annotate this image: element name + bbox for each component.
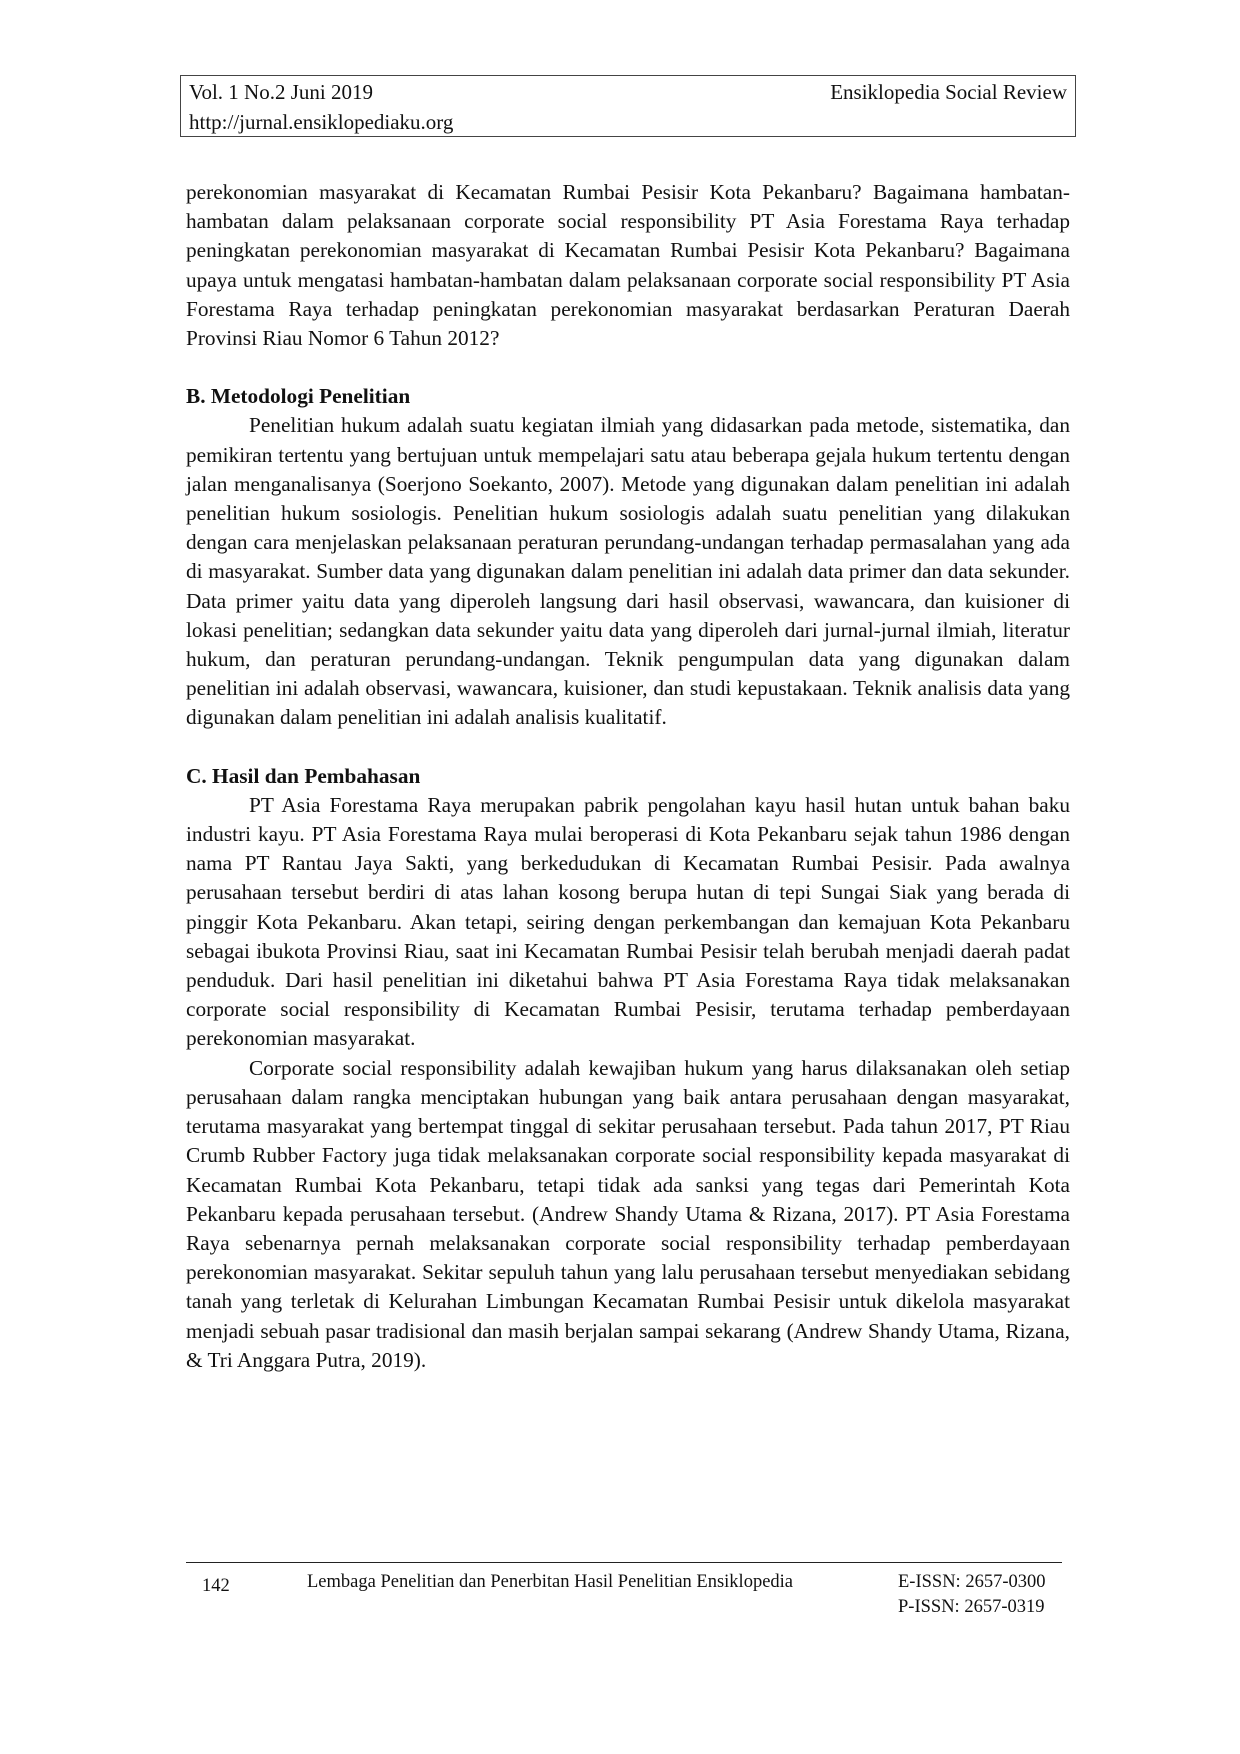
- running-header: [180, 75, 1076, 137]
- publisher-name: Lembaga Penelitian dan Penerbitan Hasil Penelitian Ensiklopedia: [307, 1572, 794, 1592]
- issn-block: [898, 1570, 1046, 1620]
- intro-paragraph: perekonomian masyarakat di Kecamatan Rumbai Pesisir Kota Pekanbaru? Bagaimana hambatan-hambatan dalam pelaksanaan corporate social responsibility PT Asia Forestama Raya terhadap peningkatan perekonomian masyarakat di Kecamatan Rumbai Pesisir Kota Pekanbaru? Bagaimana upaya untuk mengatasi hambatan-hambatan dalam pelaksanaan corporate social responsibility PT Asia Forestama Raya terhadap peningkatan perekonomian masyarakat berdasarkan Peraturan Daerah Provinsi Riau Nomor 6 Tahun 2012?: [186, 180, 1070, 351]
- body-paragraph: Penelitian hukum adalah suatu kegiatan ilmiah yang didasarkan pada metode, sistematika, dan pemikiran tertentu yang bertujuan untuk mempelajari satu atau beberapa gejala hukum tertentu dengan jalan menganalisanya (Soerjono Soekanto, 2007). Metode yang digunakan dalam penelitian ini adalah penelitian hukum sosiologis. Penelitian hukum sosiologis adalah suatu penelitian yang dilakukan dengan cara menjelaskan pelaksanaan peraturan perundang-undangan terhadap permasalahan yang ada di masyarakat. Sumber data yang digunakan dalam penelitian ini adalah data primer dan data sekunder. Data primer yaitu data yang diperoleh langsung dari hasil observasi, wawancara, dan kuisioner di lokasi penelitian; sedangkan data sekunder yaitu data yang diperoleh dari jurnal-jurnal ilmiah, literatur hukum, dan peraturan perundang-undangan. Teknik pengumpulan data yang digunakan dalam penelitian ini adalah observasi, wawancara, kuisioner, dan studi kepustakaan. Teknik analisis data yang digunakan dalam penelitian ini adalah analisis kualitatif.: [186, 413, 1070, 730]
- section-gap: [186, 733, 1070, 762]
- e-issn: E-ISSN: 2657-0300: [898, 1572, 1046, 1592]
- page-number: 142: [202, 1576, 230, 1596]
- journal-volume: Vol. 1 No.2 Juni 2019: [189, 80, 373, 104]
- section-gap: [186, 353, 1070, 382]
- journal-name: Ensiklopedia Social Review: [830, 80, 1067, 104]
- section-methodology: [186, 382, 1070, 732]
- article-body: [186, 178, 1070, 1375]
- section-heading: C. Hasil dan Pembahasan: [186, 763, 421, 788]
- body-paragraph: Corporate social responsibility adalah kewajiban hukum yang harus dilaksanakan oleh setiap perusahaan dalam rangka menciptakan hubungan yang baik antara perusahaan dengan masyarakat, terutama masyarakat yang bertempat tinggal di sekitar perusahaan tersebut. Pada tahun 2017, PT Riau Crumb Rubber Factory juga tidak melaksanakan corporate social responsibility kepada masyarakat di Kecamatan Rumbai Kota Pekanbaru, tetapi tidak ada sanksi yang tegas dari Pemerintah Kota Pekanbaru kepada perusahaan tersebut. (Andrew Shandy Utama & Rizana, 2017). PT Asia Forestama Raya sebenarnya pernah melaksanakan corporate social responsibility terhadap pemberdayaan perekonomian masyarakat. Sekitar sepuluh tahun yang lalu perusahaan tersebut menyediakan sebidang tanah yang terletak di Kelurahan Limbungan Kecamatan Rumbai Pesisir untuk dikelola masyarakat menjadi sebuah pasar tradisional dan masih berjalan sampai sekarang (Andrew Shandy Utama, Rizana, & Tri Anggara Putra, 2019).: [186, 1055, 1070, 1372]
- header-row-top: [189, 79, 1067, 105]
- journal-url[interactable]: http://jurnal.ensiklopediaku.org: [189, 110, 454, 134]
- section-results: [186, 762, 1070, 1375]
- body-paragraph: PT Asia Forestama Raya merupakan pabrik pengolahan kayu hasil hutan untuk bahan baku industri kayu. PT Asia Forestama Raya mulai beroperasi di Kota Pekanbaru sejak tahun 1986 dengan nama PT Rantau Jaya Sakti, yang berkedudukan di Kecamatan Rumbai Pesisir. Pada awalnya perusahaan tersebut berdiri di atas lahan kosong berupa hutan di tepi Sungai Siak yang berada di pinggir Kota Pekanbaru. Akan tetapi, seiring dengan perkembangan dan kemajuan Kota Pekanbaru sebagai ibukota Provinsi Riau, saat ini Kecamatan Rumbai Pesisir telah berubah menjadi daerah padat penduduk. Dari hasil penelitian ini diketahui bahwa PT Asia Forestama Raya tidak melaksanakan corporate social responsibility di Kecamatan Rumbai Pesisir, terutama terhadap pemberdayaan perekonomian masyarakat.: [186, 792, 1070, 1051]
- header-row-bottom: [189, 109, 1067, 135]
- p-issn: P-ISSN: 2657-0319: [898, 1597, 1045, 1617]
- section-heading: B. Metodologi Penelitian: [186, 384, 411, 409]
- footer-divider: [186, 1562, 1062, 1563]
